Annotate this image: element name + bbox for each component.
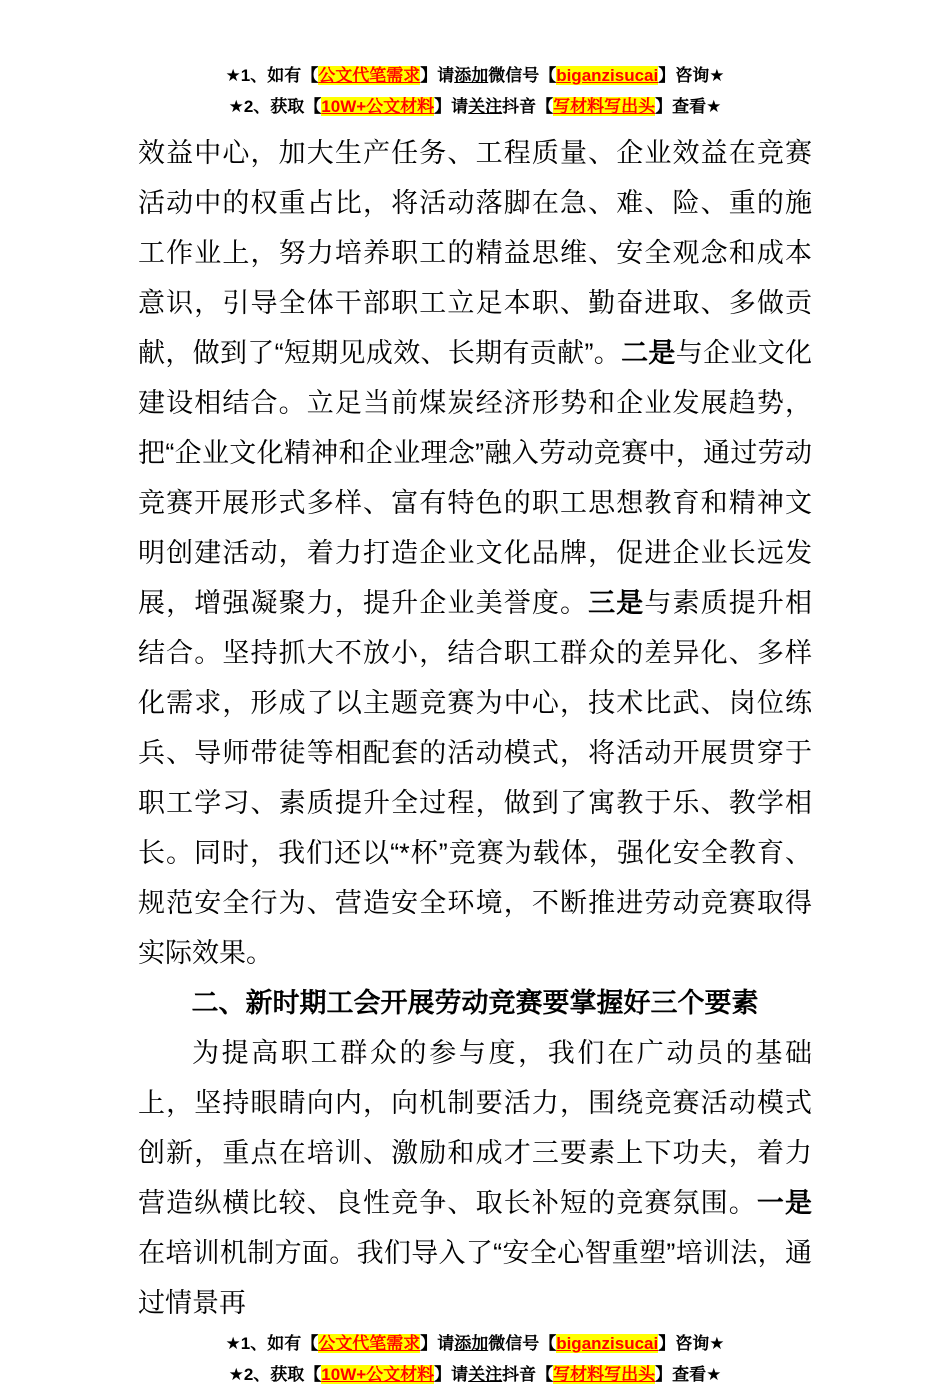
text-segment: 关注: [468, 1365, 503, 1384]
highlighted-text: 10W+公文材料: [321, 97, 435, 116]
text-segment: 】请: [420, 1334, 455, 1353]
text-segment: 效益中心，加大生产任务、工程质量、企业效益在竞赛活动中的权重占比，将活动落脚在急、难、险、重的施工作业上，努力培养职工的精益思维、安全观念和成本意识，引导全体干部职工立足本职、勤奋进取、多做贡献，做到了“短期见成效、长期有贡献”。: [138, 138, 812, 368]
text-segment: 】查看★: [655, 1365, 722, 1384]
text-segment: 为提高职工群众的参与度，我们在广动员的基础上，坚持眼睛向内，向机制要活力，围绕竞赛活动模式创新，重点在培训、激励和成才三要素上下功夫，着力营造纵横比较、良性竞争、取长补短的竞赛氛围。: [138, 1038, 812, 1218]
text-segment: 微信号【: [488, 1334, 557, 1353]
highlighted-text: 公文代笔需求: [318, 66, 421, 85]
header-notice-line-2: [0, 91, 950, 122]
text-segment: 抖音【: [502, 1365, 554, 1384]
text-segment: 】请: [434, 1365, 469, 1384]
highlighted-text: biganzisucai: [556, 66, 659, 85]
text-segment: 与企业文化建设相结合。立足当前煤炭经济形势和企业发展趋势，把“企业文化精神和企业理念”融入劳动竞赛中，通过劳动竞赛开展形式多样、富有特色的职工思想教育和精神文明创建活动，着力打造企业文化品牌，促进企业长远发展，增强凝聚力，提升企业美誉度。: [138, 338, 813, 618]
header-notice: [0, 60, 950, 122]
bold-text-marker: 二是: [621, 338, 676, 368]
bold-text-marker: 三是: [588, 588, 645, 618]
highlighted-text: 写材料写出头: [553, 97, 656, 116]
text-segment: 】查看★: [655, 97, 722, 116]
footer-notice-line-2: [0, 1359, 950, 1390]
body-paragraph-1: [138, 128, 812, 978]
body-paragraph-2: [138, 1028, 812, 1328]
text-segment: 抖音【: [502, 97, 554, 116]
footer-notice: [0, 1328, 950, 1390]
header-notice-line-1: [0, 60, 950, 91]
text-segment: ★2、获取【: [228, 1365, 322, 1384]
highlighted-text: biganzisucai: [556, 1334, 659, 1353]
text-segment: 】请: [420, 66, 455, 85]
text-segment: 】咨询★: [658, 1334, 725, 1353]
section-heading: 二、新时期工会开展劳动竞赛要掌握好三个要素: [191, 988, 759, 1018]
text-segment: 】咨询★: [658, 66, 725, 85]
bold-text-marker: 一是: [756, 1188, 813, 1218]
highlighted-text: 公文代笔需求: [318, 1334, 421, 1353]
highlighted-text: 10W+公文材料: [321, 1365, 435, 1384]
text-segment: ★1、如有【: [225, 1334, 319, 1353]
text-segment: 在培训机制方面。我们导入了“安全心智重塑”培训法，通过情景再: [138, 1238, 812, 1318]
highlighted-text: 写材料写出头: [553, 1365, 656, 1384]
text-segment: 】请: [434, 97, 469, 116]
text-segment: ★1、如有【: [225, 66, 319, 85]
text-segment: 与素质提升相结合。坚持抓大不放小，结合职工群众的差异化、多样化需求，形成了以主题竞赛为中心，技术比武、岗位练兵、导师带徒等相配套的活动模式，将活动开展贯穿于职工学习、素质提升全过程，做到了寓教于乐、教学相长。同时，我们还以“*杯”竞赛为载体，强化安全教育、规范安全行为、营造安全环境，不断推进劳动竞赛取得实际效果。: [138, 588, 813, 968]
text-segment: 添加: [454, 66, 489, 85]
footer-notice-line-1: [0, 1328, 950, 1359]
document-body: [0, 128, 950, 1328]
text-segment: ★2、获取【: [228, 97, 322, 116]
text-segment: 添加: [454, 1334, 489, 1353]
text-segment: 微信号【: [488, 66, 557, 85]
text-segment: 关注: [468, 97, 503, 116]
